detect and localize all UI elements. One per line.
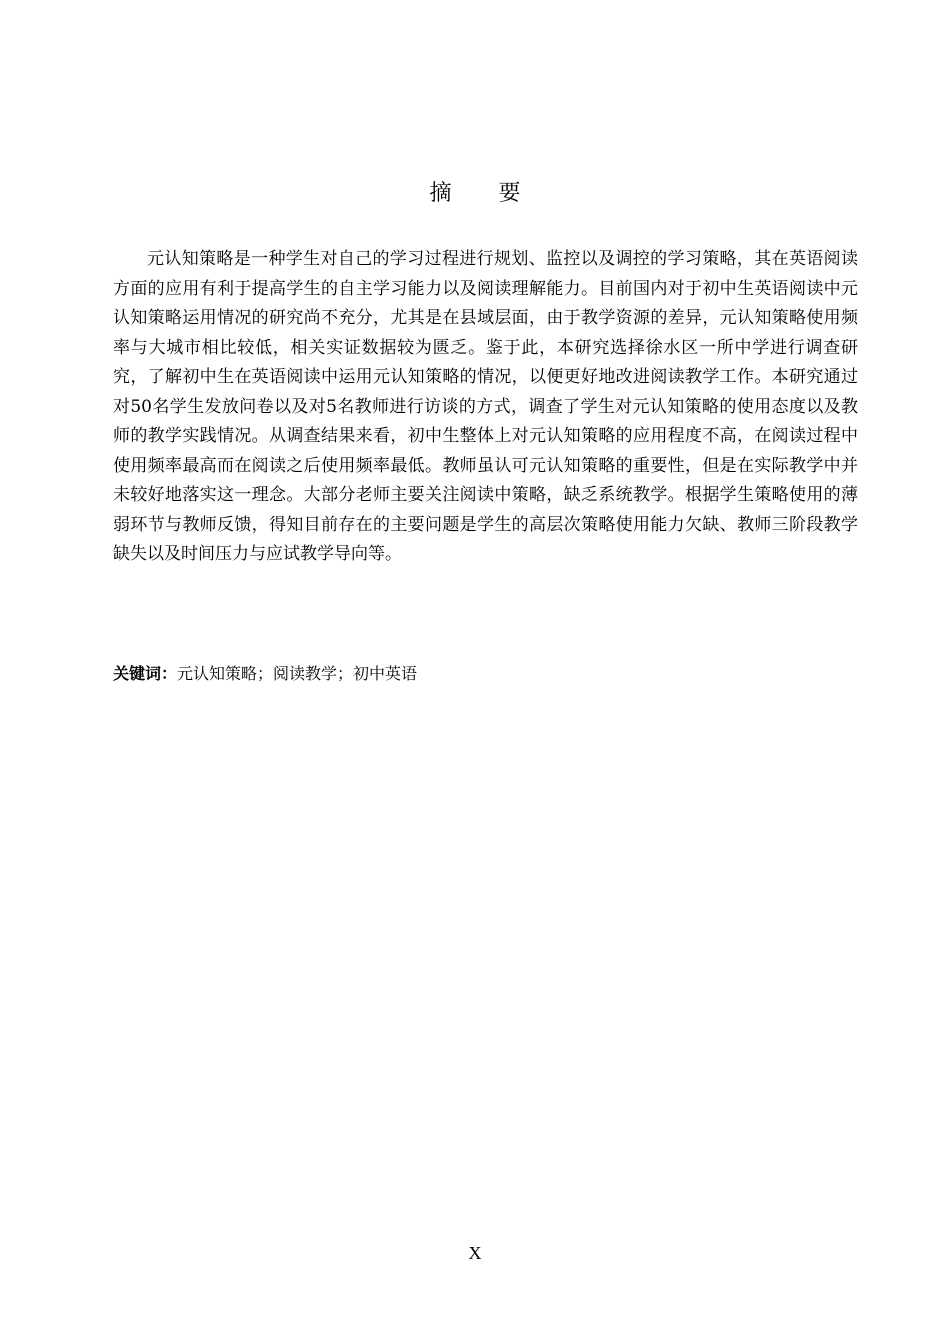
page-number: X	[468, 1243, 482, 1263]
abstract-title: 摘 要	[429, 181, 541, 206]
keywords-line	[113, 660, 858, 688]
keywords-text: 元认知策略；阅读教学；初中英语	[177, 664, 418, 683]
keywords-label: 关键词：	[113, 664, 178, 683]
abstract-body: 元认知策略是一种学生对自己的学习过程进行规划、监控以及调控的学习策略，其在英语阅读方面的应用有利于提高学生的自主学习能力以及阅读理解能力。目前国内对于初中生英语阅读中元认知策略运用情况的研究尚不充分，尤其是在县域层面，由于教学资源的差异，元认知策略使用频率与大城市相比较低，相关实证数据较为匮乏。鉴于此，本研究选择徐水区一所中学进行调查研究，了解初中生在英语阅读中运用元认知策略的情况，以便更好地改进阅读教学工作。本研究通过对50名学生发放问卷以及对5名教师进行访谈的方式，调查了学生对元认知策略的使用态度以及教师的教学实践情况。从调查结果来看，初中生整体上对元认知策略的应用程度不高，在阅读过程中使用频率最高而在阅读之后使用频率最低。教师虽认可元认知策略的重要性，但是在实际教学中并未较好地落实这一理念。大部分老师主要关注阅读中策略，缺乏系统教学。根据学生策略使用的薄弱环节与教师反馈，得知目前存在的主要问题是学生的高层次策略使用能力欠缺、教师三阶段教学缺失以及时间压力与应试教学导向等。	[113, 249, 858, 564]
